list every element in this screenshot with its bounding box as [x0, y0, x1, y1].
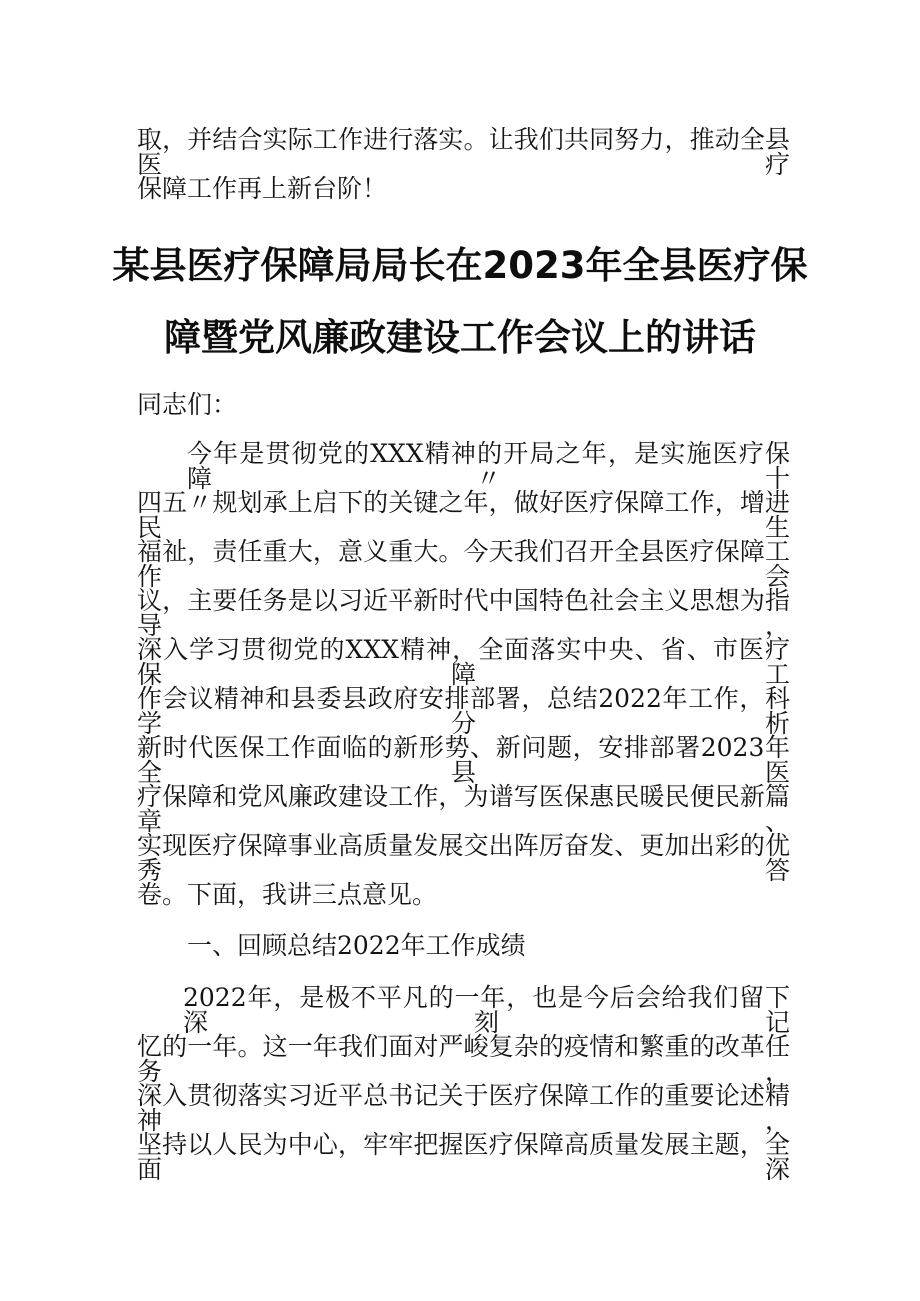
intro-line-4: 议，主要任务是以习近平新时代中国特色社会主义思想为指导， — [137, 586, 790, 640]
intro-line-3: 福祉，责任重大，意义重大。今天我们召开全县医疗保障工作会 — [137, 537, 790, 591]
intro-line-1: 今年是贯彻党的XXX精神的开局之年，是实施医疗保障〃十 — [187, 439, 790, 493]
intro-line-10: 卷。下面，我讲三点意见。 — [137, 880, 438, 909]
intro-line-9: 实现医疗保障事业高质量发展交出阵厉奋发、更加出彩的优秀答 — [137, 831, 790, 885]
intro-line-2: 四五〃规划承上启下的关键之年，做好医疗保障工作，增进民生 — [137, 488, 790, 542]
carryover-line-2: 保障工作再上新台阶！ — [137, 174, 388, 203]
intro-line-8: 疗保障和党风廉政建设工作，为谱写医保惠民暖民便民新篇章、 — [137, 782, 790, 836]
body-line-3: 深入贯彻落实习近平总书记关于医疗保障工作的重要论述精神， — [137, 1081, 790, 1135]
intro-line-5: 深入学习贯彻党的XXX精神，全面落实中央、省、市医疗保障工 — [137, 635, 790, 689]
salutation: 同志们： — [137, 390, 238, 419]
document-title-line-1: 某县医疗保障局局长在2023年全县医疗保 — [112, 244, 808, 287]
body-line-4: 坚持以人民为中心，牢牢把握医疗保障高质量发展主题，全面深 — [137, 1130, 790, 1184]
section-heading: 一、回顾总结2022年工作成绩 — [187, 931, 526, 960]
body-line-1: 2022年，是极不平凡的一年，也是今后会给我们留下深刻记 — [183, 983, 790, 1037]
intro-line-7: 新时代医保工作面临的新形势、新问题，安排部署2023年全县医 — [137, 733, 790, 787]
intro-line-6: 作会议精神和县委县政府安排部署，总结2022年工作，科学分析 — [137, 684, 790, 738]
carryover-line-1: 取，并结合实际工作进行落实。让我们共同努力，推动全县医疗 — [137, 125, 790, 179]
document-title-line-2: 障暨党风廉政建设工作会议上的讲话 — [164, 316, 756, 359]
body-line-2: 忆的一年。这一年我们面对严峻复杂的疫情和繁重的改革任务， — [137, 1032, 790, 1086]
